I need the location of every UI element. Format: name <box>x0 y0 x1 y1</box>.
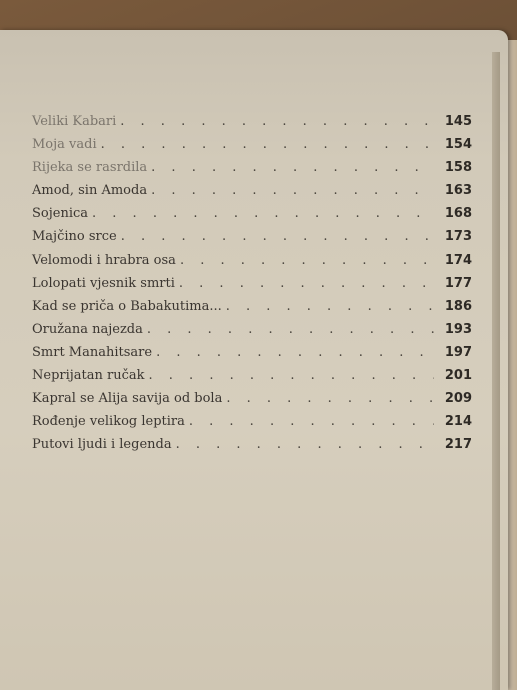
dot-leader <box>151 183 434 198</box>
toc-entry <box>32 368 472 391</box>
toc-entry <box>32 299 472 322</box>
toc-title: Smrt Manahitsare <box>32 344 153 360</box>
toc-title: Rođenje velikog leptira <box>32 414 185 430</box>
toc-page-number: 214 <box>444 414 472 430</box>
toc-page-number: 168 <box>444 206 472 222</box>
toc-page-number: 197 <box>444 344 472 360</box>
toc-title: Lolopati vjesnik smrti <box>32 275 175 291</box>
table-of-contents <box>32 114 472 460</box>
dot-leader <box>156 345 434 360</box>
toc-title: Moja vadi <box>32 137 97 153</box>
dot-leader <box>179 276 434 291</box>
toc-page-number: 145 <box>444 114 472 129</box>
dot-leader <box>151 160 434 175</box>
toc-entry <box>32 276 472 299</box>
dot-leader <box>189 414 434 429</box>
toc-entry <box>32 322 472 345</box>
toc-page-number: 193 <box>444 321 472 337</box>
dot-leader <box>101 137 434 152</box>
toc-title: Majčino srce <box>32 229 117 245</box>
toc-title: Kapral se Alija savija od bola <box>32 391 223 407</box>
toc-entry <box>32 414 472 437</box>
toc-page-number: 177 <box>444 275 472 291</box>
toc-title: Rijeka se rasrdila <box>32 160 148 176</box>
dot-leader <box>149 368 434 383</box>
toc-page-number: 154 <box>444 137 472 153</box>
toc-page-number: 209 <box>444 391 472 407</box>
toc-entry <box>32 114 472 137</box>
dot-leader <box>226 299 434 314</box>
dot-leader <box>147 322 434 337</box>
toc-entry <box>32 229 472 252</box>
dot-leader <box>120 114 434 129</box>
toc-page-number: 158 <box>444 160 472 176</box>
dot-leader <box>176 437 434 452</box>
toc-page-number: 217 <box>444 437 472 453</box>
toc-entry <box>32 437 472 460</box>
toc-title: Amod, sin Amoda <box>32 183 148 199</box>
toc-entry <box>32 253 472 276</box>
dot-leader <box>121 229 434 244</box>
toc-page-number: 173 <box>444 229 472 245</box>
toc-title: Oružana najezda <box>32 321 143 337</box>
toc-entry <box>32 391 472 414</box>
toc-title: Veliki Kabari <box>32 114 117 129</box>
toc-entry <box>32 345 472 368</box>
dot-leader <box>92 206 434 221</box>
toc-title: Neprijatan ručak <box>32 368 145 384</box>
toc-title: Kad se priča o Babakutima... <box>32 298 222 314</box>
toc-title: Velomodi i hrabra osa <box>32 252 176 268</box>
toc-entry <box>32 206 472 229</box>
toc-page-number: 163 <box>444 183 472 199</box>
dot-leader <box>180 253 434 268</box>
page-edge <box>492 52 500 690</box>
toc-entry <box>32 137 472 160</box>
toc-page-number: 174 <box>444 252 472 268</box>
toc-page-number: 186 <box>444 298 472 314</box>
toc-entry <box>32 183 472 206</box>
dot-leader <box>226 391 434 406</box>
toc-title: Putovi ljudi i legenda <box>32 437 172 453</box>
toc-entry <box>32 160 472 183</box>
toc-title: Sojenica <box>32 206 89 222</box>
toc-page-number: 201 <box>444 368 472 384</box>
